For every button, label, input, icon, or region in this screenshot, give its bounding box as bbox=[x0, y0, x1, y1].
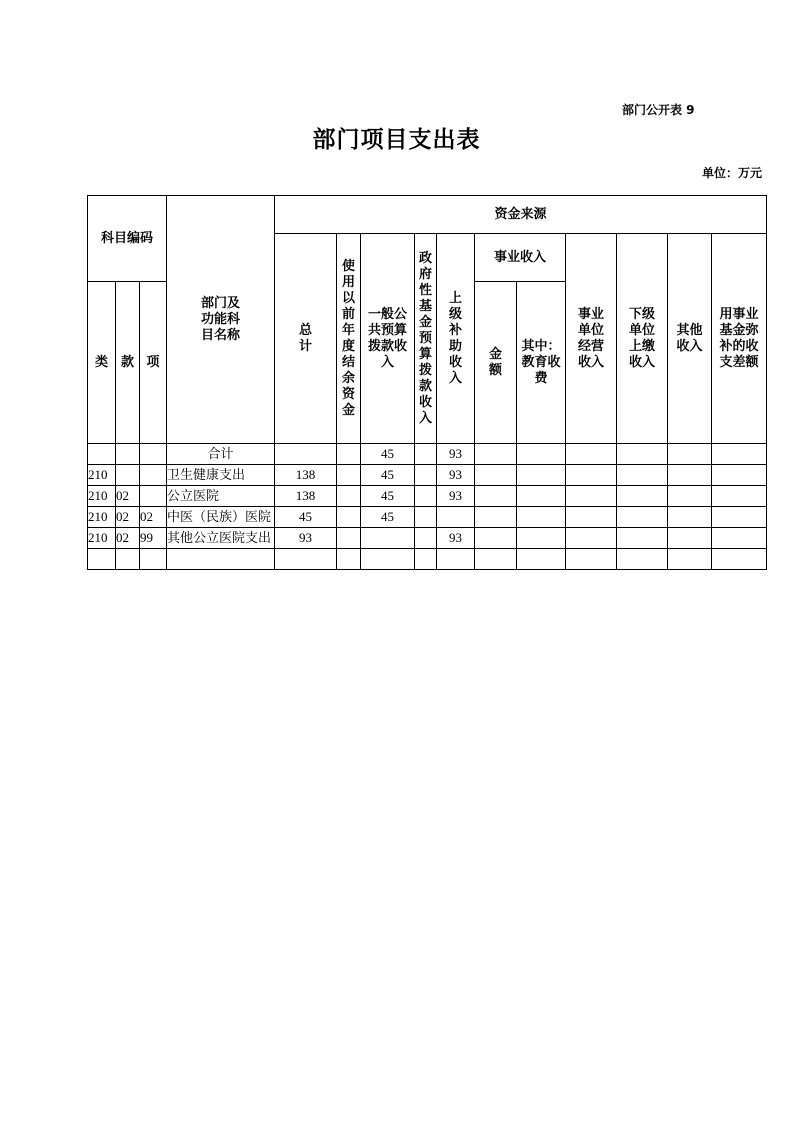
xiang-cell: 02 bbox=[140, 507, 167, 528]
prior-years-cell bbox=[337, 549, 361, 570]
table-row bbox=[88, 444, 767, 465]
dept-function-name-header bbox=[167, 196, 275, 444]
page-title: 部门项目支出表 bbox=[312, 127, 481, 153]
education-fee-cell bbox=[517, 444, 566, 465]
fund-compensation-cell bbox=[712, 444, 767, 465]
gov-fund-cell bbox=[415, 486, 437, 507]
name-cell: 中医（民族）医院 bbox=[167, 507, 275, 528]
xiang-cell bbox=[140, 444, 167, 465]
upper-subsidy-cell: 93 bbox=[437, 528, 475, 549]
total-header bbox=[275, 234, 337, 444]
general-budget-cell: 45 bbox=[361, 486, 415, 507]
upper-subsidy-header bbox=[437, 234, 475, 444]
table-body bbox=[88, 444, 767, 570]
gov-fund-cell bbox=[415, 528, 437, 549]
kuan-cell bbox=[116, 465, 140, 486]
general-budget-cell: 45 bbox=[361, 444, 415, 465]
other-income-cell bbox=[668, 465, 712, 486]
lei-cell: 210 bbox=[88, 528, 116, 549]
amount-header bbox=[475, 282, 517, 444]
kuan-cell bbox=[116, 549, 140, 570]
gov-fund-budget-header bbox=[415, 234, 437, 444]
funding-source-header: 资金来源 bbox=[275, 196, 767, 234]
xiang-cell: 99 bbox=[140, 528, 167, 549]
fund-compensation-cell bbox=[712, 486, 767, 507]
unit-label: 单位：万元 bbox=[702, 166, 763, 180]
table-row bbox=[88, 549, 767, 570]
project-expenditure-table bbox=[87, 195, 767, 570]
lei-cell bbox=[88, 549, 116, 570]
operating-income-cell bbox=[566, 486, 617, 507]
general-budget-cell bbox=[361, 528, 415, 549]
upper-subsidy-cell: 93 bbox=[437, 465, 475, 486]
lower-remit-cell bbox=[617, 465, 668, 486]
table-row bbox=[88, 507, 767, 528]
prior-years-cell bbox=[337, 444, 361, 465]
other-income-cell bbox=[668, 507, 712, 528]
gov-fund-budget-text: 政府性基金预算拨款收入 bbox=[418, 250, 432, 426]
lower-remit-text: 下级单位上缴收入 bbox=[628, 306, 655, 370]
amount-header-text: 金额 bbox=[488, 346, 502, 378]
lower-remit-cell bbox=[617, 444, 668, 465]
fund-compensation-text: 用事业基金弥补的收支差额 bbox=[719, 306, 759, 370]
name-cell: 其他公立医院支出 bbox=[167, 528, 275, 549]
total-cell bbox=[275, 444, 337, 465]
name-cell: 卫生健康支出 bbox=[167, 465, 275, 486]
kuan-cell: 02 bbox=[116, 507, 140, 528]
upper-subsidy-cell: 93 bbox=[437, 444, 475, 465]
total-cell bbox=[275, 549, 337, 570]
gov-fund-cell bbox=[415, 444, 437, 465]
total-header-text: 总计 bbox=[298, 322, 312, 354]
operating-income-cell bbox=[566, 528, 617, 549]
lower-remit-cell bbox=[617, 549, 668, 570]
operating-income-cell bbox=[566, 465, 617, 486]
lei-cell: 210 bbox=[88, 465, 116, 486]
fund-compensation-cell bbox=[712, 528, 767, 549]
total-cell: 138 bbox=[275, 465, 337, 486]
amount-cell bbox=[475, 528, 517, 549]
education-fee-cell bbox=[517, 486, 566, 507]
lower-remit-cell bbox=[617, 486, 668, 507]
fund-compensation-cell bbox=[712, 465, 767, 486]
xiang-cell bbox=[140, 549, 167, 570]
xiang-header: 项 bbox=[140, 282, 167, 444]
xiang-cell bbox=[140, 486, 167, 507]
education-fee-cell bbox=[517, 507, 566, 528]
kuan-cell: 02 bbox=[116, 528, 140, 549]
gov-fund-cell bbox=[415, 465, 437, 486]
other-income-cell bbox=[668, 528, 712, 549]
lower-remit-header bbox=[617, 234, 668, 444]
education-fee-header bbox=[517, 282, 566, 444]
xiang-cell bbox=[140, 465, 167, 486]
upper-subsidy-cell bbox=[437, 507, 475, 528]
lei-cell bbox=[88, 444, 116, 465]
fund-compensation-cell bbox=[712, 507, 767, 528]
gov-fund-cell bbox=[415, 507, 437, 528]
total-cell: 45 bbox=[275, 507, 337, 528]
kuan-cell bbox=[116, 444, 140, 465]
upper-subsidy-cell bbox=[437, 549, 475, 570]
prior-years-cell bbox=[337, 486, 361, 507]
kuan-cell: 02 bbox=[116, 486, 140, 507]
table-row bbox=[88, 465, 767, 486]
amount-cell bbox=[475, 444, 517, 465]
kuan-header: 款 bbox=[116, 282, 140, 444]
amount-cell bbox=[475, 507, 517, 528]
name-cell: 公立医院 bbox=[167, 486, 275, 507]
lei-header: 类 bbox=[88, 282, 116, 444]
upper-subsidy-text: 上级补助收入 bbox=[448, 290, 462, 386]
operating-income-cell bbox=[566, 444, 617, 465]
total-cell: 93 bbox=[275, 528, 337, 549]
prior-years-cell bbox=[337, 528, 361, 549]
general-budget-cell: 45 bbox=[361, 465, 415, 486]
subject-code-header: 科目编码 bbox=[88, 196, 167, 282]
other-income-cell bbox=[668, 486, 712, 507]
operating-income-cell bbox=[566, 507, 617, 528]
table-number-label: 部门公开表 9 bbox=[622, 103, 695, 117]
name-cell bbox=[167, 549, 275, 570]
other-income-text: 其他收入 bbox=[676, 322, 703, 354]
amount-cell bbox=[475, 465, 517, 486]
education-fee-cell bbox=[517, 465, 566, 486]
amount-cell bbox=[475, 486, 517, 507]
business-income-header: 事业收入 bbox=[475, 234, 566, 282]
other-income-cell bbox=[668, 444, 712, 465]
name-cell: 合计 bbox=[167, 444, 275, 465]
other-income-header bbox=[668, 234, 712, 444]
prior-years-cell bbox=[337, 465, 361, 486]
lei-cell: 210 bbox=[88, 507, 116, 528]
education-fee-cell bbox=[517, 549, 566, 570]
other-income-cell bbox=[668, 549, 712, 570]
lei-cell: 210 bbox=[88, 486, 116, 507]
table-row bbox=[88, 486, 767, 507]
fund-compensation-header bbox=[712, 234, 767, 444]
gov-fund-cell bbox=[415, 549, 437, 570]
general-budget-header bbox=[361, 234, 415, 444]
general-budget-text: 一般公共预算拨款收入 bbox=[367, 306, 407, 370]
prior-years-balance-text: 使用以前年度结余资金 bbox=[341, 258, 355, 418]
lower-remit-cell bbox=[617, 528, 668, 549]
general-budget-cell: 45 bbox=[361, 507, 415, 528]
general-budget-cell bbox=[361, 549, 415, 570]
upper-subsidy-cell: 93 bbox=[437, 486, 475, 507]
fund-compensation-cell bbox=[712, 549, 767, 570]
lower-remit-cell bbox=[617, 507, 668, 528]
prior-years-cell bbox=[337, 507, 361, 528]
total-cell: 138 bbox=[275, 486, 337, 507]
table-row bbox=[88, 528, 767, 549]
table-header bbox=[88, 196, 767, 444]
dept-function-name-text: 部门及功能科目名称 bbox=[200, 295, 240, 343]
operating-income-header bbox=[566, 234, 617, 444]
education-fee-cell bbox=[517, 528, 566, 549]
operating-income-cell bbox=[566, 549, 617, 570]
education-fee-text: 其中：教育收费 bbox=[521, 338, 561, 386]
amount-cell bbox=[475, 549, 517, 570]
operating-income-text: 事业单位经营收入 bbox=[577, 306, 604, 370]
prior-years-balance-header bbox=[337, 234, 361, 444]
